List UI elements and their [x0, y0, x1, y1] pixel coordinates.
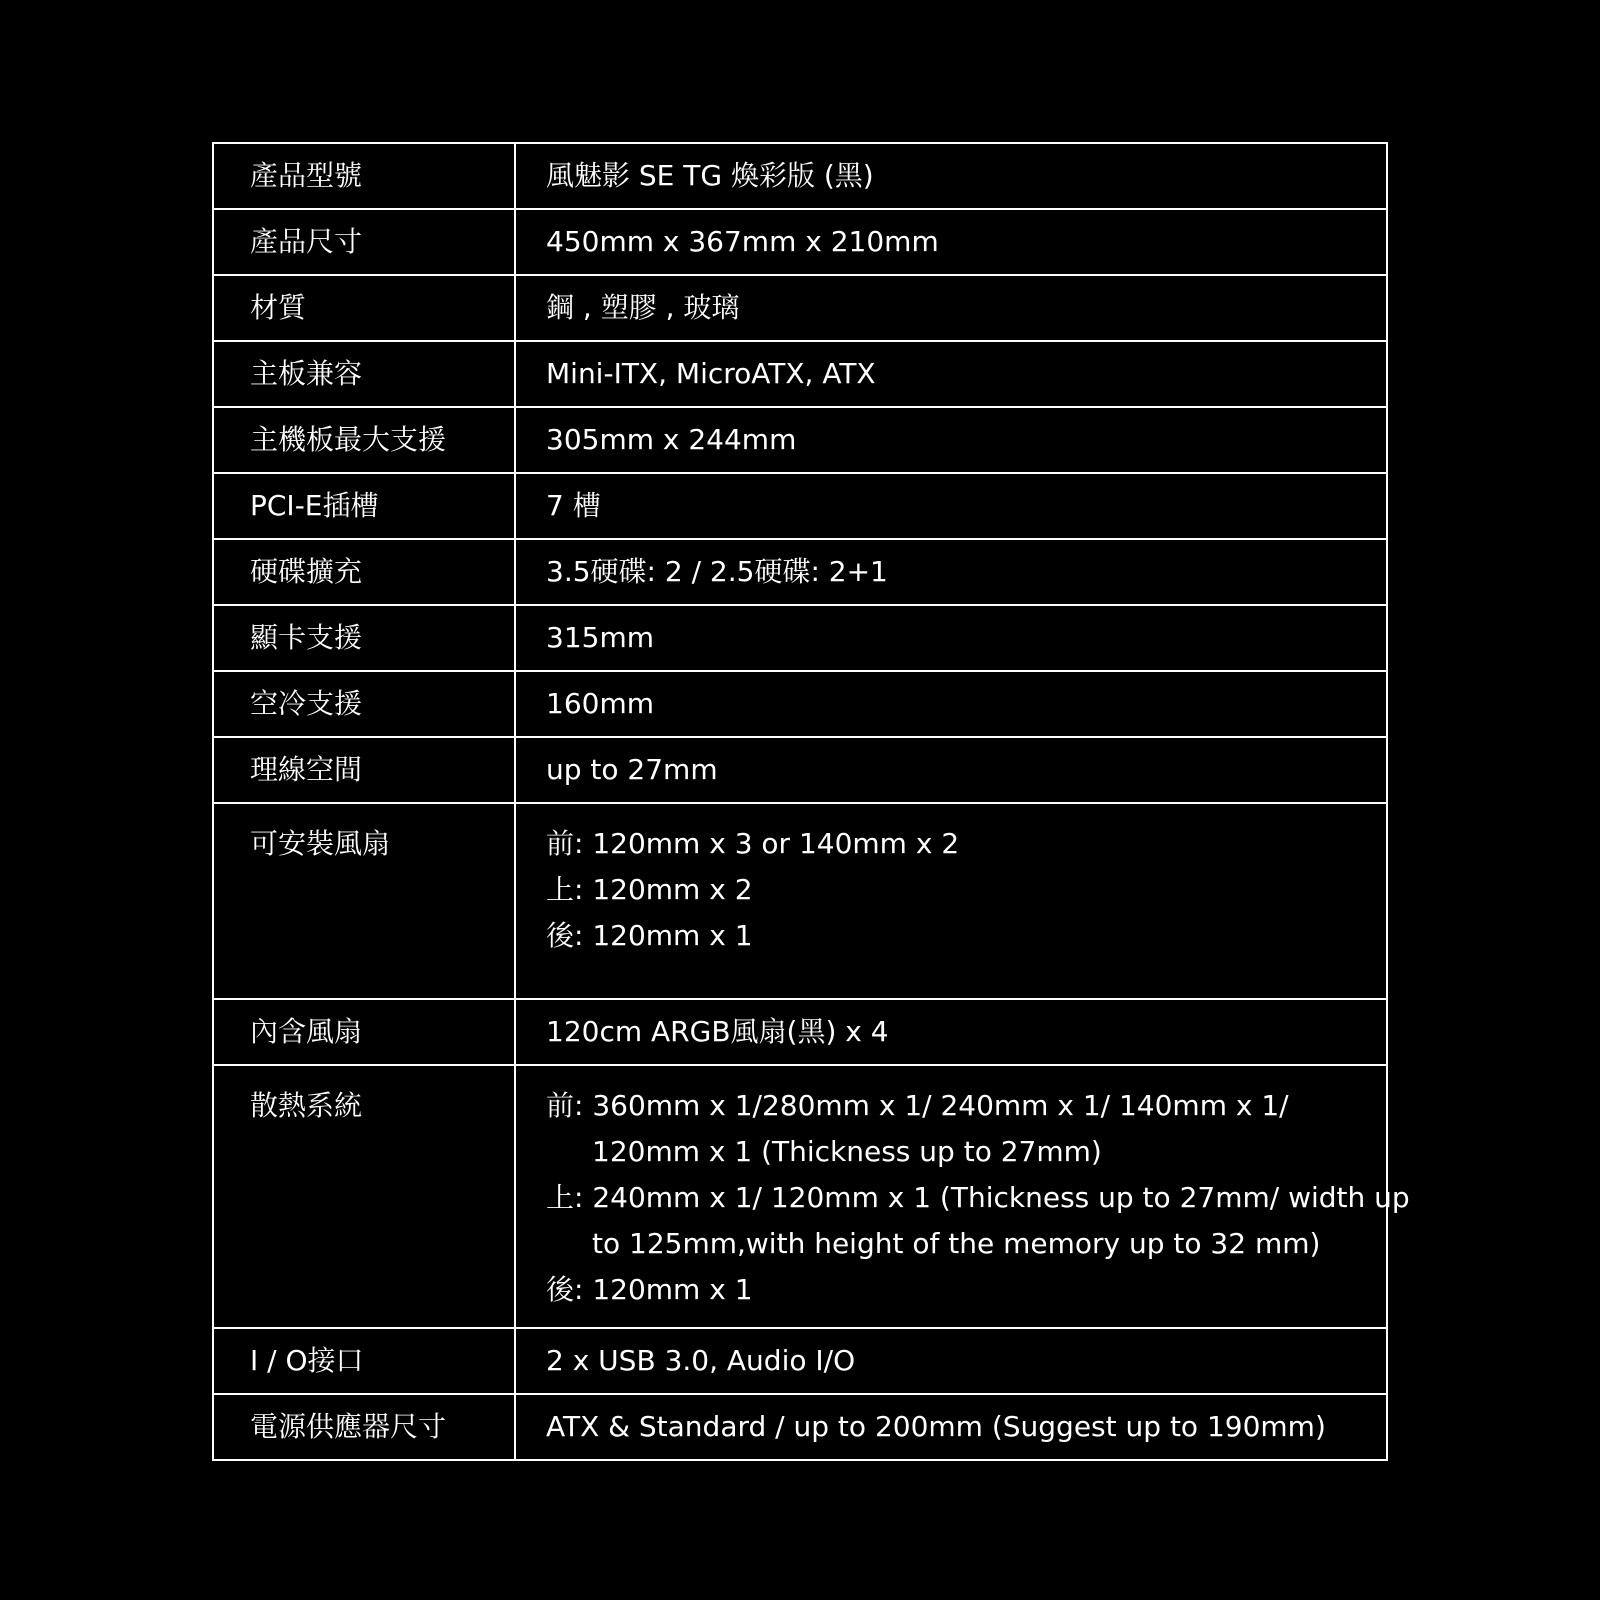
spec-row-material [213, 275, 1387, 341]
spec-value: ATX & Standard / up to 200mm (Suggest up to 190mm) [515, 1394, 1387, 1460]
spec-label: 主板兼容 [213, 341, 515, 407]
spec-value-line: 前: 360mm x 1/280mm x 1/ 240mm x 1/ 140mm x 1/ [546, 1089, 1289, 1122]
spec-value: 305mm x 244mm [515, 407, 1387, 473]
spec-row-psu-size [213, 1394, 1387, 1460]
spec-row-pcie-slots [213, 473, 1387, 539]
spec-row-dimensions [213, 209, 1387, 275]
spec-value-line: 前: 120mm x 3 or 140mm x 2 [546, 827, 960, 860]
spec-row-included-fans [213, 999, 1387, 1065]
spec-row-io-ports [213, 1328, 1387, 1394]
spec-label: 硬碟擴充 [213, 539, 515, 605]
spec-value-line: 後: 120mm x 1 [546, 1273, 753, 1306]
spec-value [515, 1065, 1410, 1328]
spec-value: 3.5硬碟: 2 / 2.5硬碟: 2+1 [515, 539, 1387, 605]
spec-value: 風魅影 SE TG 煥彩版 (黑) [515, 143, 1387, 209]
spec-row-cooling-system [213, 1065, 1387, 1328]
spec-label: 主機板最大支援 [213, 407, 515, 473]
spec-label: I / O接口 [213, 1328, 515, 1394]
spec-table [212, 142, 1410, 1461]
spec-label: 產品型號 [213, 143, 515, 209]
spec-value: 2 x USB 3.0, Audio I/O [515, 1328, 1387, 1394]
spec-value-line: 上: 120mm x 2 [546, 873, 753, 906]
spec-label: PCI-E插槽 [213, 473, 515, 539]
spec-label: 可安裝風扇 [213, 803, 515, 999]
spec-label: 散熱系統 [213, 1065, 515, 1328]
spec-value: 7 槽 [515, 473, 1387, 539]
spec-row-gpu-support [213, 605, 1387, 671]
spec-value: 450mm x 367mm x 210mm [515, 209, 1387, 275]
spec-label: 空冷支援 [213, 671, 515, 737]
spec-label: 產品尺寸 [213, 209, 515, 275]
spec-label: 顯卡支援 [213, 605, 515, 671]
spec-value-line: 後: 120mm x 1 [546, 919, 753, 952]
spec-row-air-cooler [213, 671, 1387, 737]
spec-label: 材質 [213, 275, 515, 341]
spec-label: 內含風扇 [213, 999, 515, 1065]
spec-row-fan-mounts [213, 803, 1387, 999]
spec-value: up to 27mm [515, 737, 1387, 803]
spec-row-motherboard-compat [213, 341, 1387, 407]
spec-value-line: 上: 240mm x 1/ 120mm x 1 (Thickness up to 27mm/ width up [546, 1181, 1410, 1214]
spec-row-cable-space [213, 737, 1387, 803]
spec-value: 315mm [515, 605, 1387, 671]
spec-value: 160mm [515, 671, 1387, 737]
spec-label: 電源供應器尺寸 [213, 1394, 515, 1460]
spec-value: Mini-ITX, MicroATX, ATX [515, 341, 1387, 407]
spec-value-line: 120mm x 1 (Thickness up to 27mm) [592, 1135, 1102, 1168]
spec-label: 理線空間 [213, 737, 515, 803]
spec-value: 120cm ARGB風扇(黑) x 4 [515, 999, 1387, 1065]
spec-value: 鋼 , 塑膠 , 玻璃 [515, 275, 1387, 341]
spec-row-motherboard-max [213, 407, 1387, 473]
spec-row-drive-bays [213, 539, 1387, 605]
spec-value-line: to 125mm,with height of the memory up to 32 mm) [592, 1227, 1321, 1260]
spec-row-model [213, 143, 1387, 209]
spec-value [515, 803, 1387, 999]
